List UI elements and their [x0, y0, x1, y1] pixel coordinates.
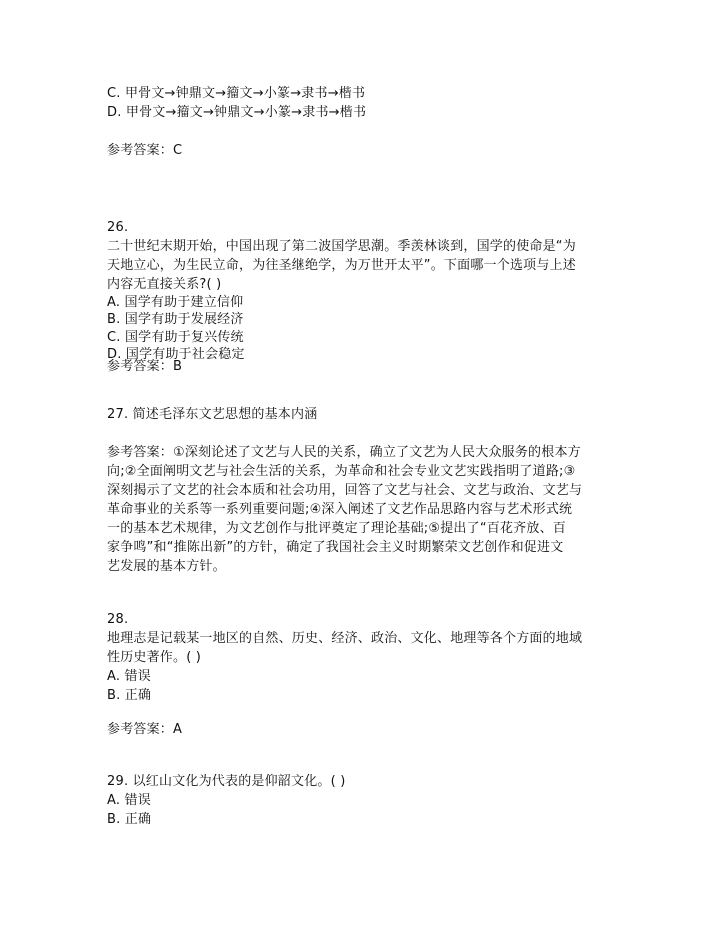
q27-answer-line-6: 家争鸣”和“推陈出新”的方针，确定了我国社会主义时期繁荣文艺创作和促进文: [107, 540, 564, 555]
q27-answer-line-2: 向;②全面阐明文艺与社会生活的关系，为革命和社会专业文艺实践指明了道路;③: [107, 464, 576, 479]
q28-stem-line-2: 性历史著作。( ): [107, 650, 202, 665]
q27-question: 27. 简述毛泽东文艺思想的基本内涵: [107, 407, 318, 422]
q28-option-a: A. 错误: [107, 669, 151, 684]
q29-option-a: A. 错误: [107, 793, 151, 808]
q26-option-c: C. 国学有助于复兴传统: [107, 329, 244, 345]
q26-option-a: A. 国学有助于建立信仰: [107, 294, 244, 310]
q27-answer-line-4: 革命事业的关系等一系列重要问题;④深入阐述了文艺作品思路内容与艺术形式统: [107, 502, 573, 517]
q28-number: 28.: [107, 612, 129, 627]
q25-answer: 参考答案：C: [107, 143, 183, 158]
q27-answer-line-3: 深刻揭示了文艺的社会本质和社会功用，回答了文艺与社会、文艺与政治、文艺与: [107, 483, 583, 498]
q27-answer-line-7: 艺发展的基本方针。: [107, 559, 226, 574]
q29-question: 29. 以红山文化为代表的是仰韶文化。( ): [107, 774, 346, 789]
q28-option-b: B. 正确: [107, 688, 152, 703]
q28-stem-line-1: 地理志是记载某一地区的自然、历史、经济、政治、文化、地理等各个方面的地域: [107, 631, 583, 646]
q26-answer: 参考答案：B: [107, 359, 183, 374]
q26-stem-line-1: 二十世纪末期开始，中国出现了第二波国学思潮。季羡林谈到，国学的使命是“为: [107, 239, 576, 254]
q26-option-b: B. 国学有助于发展经济: [107, 312, 244, 327]
q25-option-d: D. 甲骨文→籀文→钟鼎文→小篆→隶书→楷书: [107, 105, 367, 120]
q28-answer: 参考答案：A: [107, 722, 183, 737]
q27-answer-line-1: 参考答案：①深刻论述了文艺与人民的关系，确立了文艺为人民大众服务的根本方: [107, 445, 581, 460]
q29-option-b: B. 正确: [107, 812, 152, 827]
q26-number: 26.: [107, 220, 129, 235]
q26-option-d: D. 国学有助于社会稳定: [107, 347, 245, 362]
q27-answer-line-5: 一的基本艺术规律，为文艺创作与批评奠定了理论基础;⑤提出了“百花齐放、百: [107, 521, 566, 536]
q26-stem-line-3: 内容无直接关系?( ): [107, 277, 222, 292]
q26-stem-line-2: 天地立心，为生民立命，为往圣继绝学，为万世开太平”。下面哪一个选项与上述: [107, 258, 576, 273]
q25-option-c: C. 甲骨文→钟鼎文→籀文→小篆→隶书→楷书: [107, 86, 366, 101]
